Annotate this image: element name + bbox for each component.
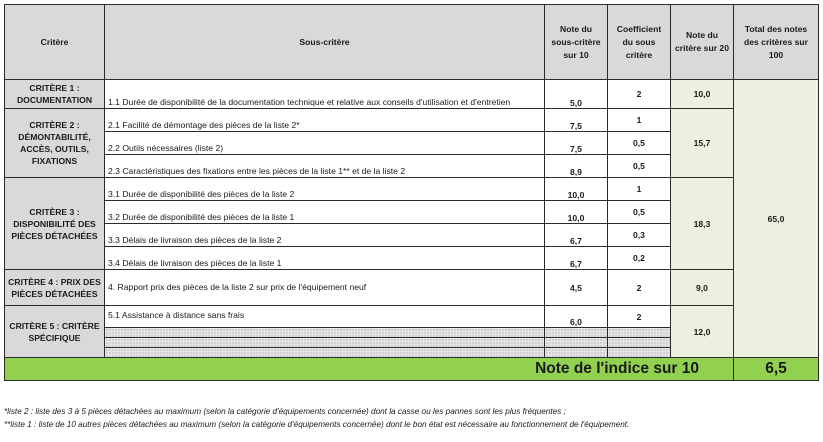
criterion-5-label: CRITÈRE 5 : CRITÈRE SPÉCIFIQUE bbox=[5, 306, 105, 358]
subcriterion-coef: 0,2 bbox=[608, 247, 671, 270]
table-row bbox=[5, 109, 819, 132]
criterion-2-score: 15,7 bbox=[671, 109, 734, 178]
header-sous-critere: Sous-critère bbox=[105, 5, 545, 80]
empty-hatched-cell bbox=[545, 328, 608, 338]
subcriterion-label: 3.1 Durée de disponibilité des pièces de la liste 2 bbox=[105, 178, 545, 201]
subcriterion-label: 3.3 Délais de livraison des pièces de la liste 2 bbox=[105, 224, 545, 247]
subcriterion-coef: 0,5 bbox=[608, 155, 671, 178]
subcriterion-coef: 0,5 bbox=[608, 201, 671, 224]
criterion-2-label: CRITÈRE 2 : DÉMONTABILITÉ, ACCÈS, OUTILS, FIXATIONS bbox=[5, 109, 105, 178]
footnotes bbox=[4, 406, 819, 431]
empty-hatched-cell bbox=[608, 348, 671, 358]
header-total: Total des notes des critères sur 100 bbox=[734, 5, 819, 80]
subcriterion-label: 5.1 Assistance à distance sans frais bbox=[105, 306, 545, 328]
subcriterion-note: 7,5 bbox=[545, 132, 608, 155]
subcriterion-label: 2.3 Caractéristiques des fixations entre les pièces de la liste 1** et de la liste 2 bbox=[105, 155, 545, 178]
subcriterion-note: 6,7 bbox=[545, 247, 608, 270]
subcriterion-note: 5,0 bbox=[545, 80, 608, 109]
subcriterion-note: 4,5 bbox=[545, 270, 608, 306]
subcriterion-note: 10,0 bbox=[545, 178, 608, 201]
subcriterion-coef: 0,3 bbox=[608, 224, 671, 247]
criterion-1-score: 10,0 bbox=[671, 80, 734, 109]
table-row bbox=[5, 80, 819, 109]
subcriterion-label: 1.1 Durée de disponibilité de la documentation technique et relative aux conseils d'utilisation et d'entretien bbox=[105, 80, 545, 109]
empty-hatched-cell bbox=[105, 328, 545, 338]
criterion-3-label: CRITÈRE 3 : DISPONIBILITÉ DES PIÈCES DÉTACHÉES bbox=[5, 178, 105, 270]
empty-hatched-cell bbox=[105, 338, 545, 348]
empty-hatched-cell bbox=[545, 338, 608, 348]
criterion-1-label: CRITÈRE 1 : DOCUMENTATION bbox=[5, 80, 105, 109]
criterion-4-label: CRITÈRE 4 : PRIX DES PIÈCES DÉTACHÉES bbox=[5, 270, 105, 306]
header-row bbox=[5, 5, 819, 80]
subcriterion-label: 2.2 Outils nécessaires (liste 2) bbox=[105, 132, 545, 155]
subcriterion-coef: 0,5 bbox=[608, 132, 671, 155]
table-row bbox=[5, 270, 819, 306]
criterion-5-score: 12,0 bbox=[671, 306, 734, 358]
subcriterion-note: 6,0 bbox=[545, 306, 608, 328]
header-coefficient: Coefficient du sous critère bbox=[608, 5, 671, 80]
final-score-value: 6,5 bbox=[734, 358, 819, 381]
repairability-score-table bbox=[4, 4, 819, 381]
header-note-critere: Note du critère sur 20 bbox=[671, 5, 734, 80]
final-score-label: Note de l'indice sur 10 bbox=[5, 358, 734, 381]
footnote-liste-1: **liste 1 : liste de 10 autres pièces détachées au maximum (selon la catégorie d'équipements concernée) dont le bon état est nécessaire au fonctionnement de l'équipement. bbox=[4, 419, 630, 429]
criterion-3-score: 18,3 bbox=[671, 178, 734, 270]
subcriterion-note: 8,9 bbox=[545, 155, 608, 178]
empty-hatched-cell bbox=[608, 328, 671, 338]
subcriterion-label: 4. Rapport prix des pièces de la liste 2 sur prix de l'équipement neuf bbox=[105, 270, 545, 306]
subcriterion-coef: 1 bbox=[608, 178, 671, 201]
table-row bbox=[5, 306, 819, 328]
header-critere: Critère bbox=[5, 5, 105, 80]
subcriterion-note: 7,5 bbox=[545, 109, 608, 132]
empty-hatched-cell bbox=[608, 338, 671, 348]
footnote-liste-2: *liste 2 : liste des 3 à 5 pièces détachées au maximum (selon la catégorie d'équipements concernée) dont la casse ou les pannes sont les plus fréquentes ; bbox=[4, 407, 566, 416]
subcriterion-coef: 2 bbox=[608, 80, 671, 109]
subcriterion-note: 10,0 bbox=[545, 201, 608, 224]
criterion-4-score: 9,0 bbox=[671, 270, 734, 306]
final-score-row bbox=[5, 358, 819, 381]
subcriterion-coef: 2 bbox=[608, 306, 671, 328]
subcriterion-coef: 1 bbox=[608, 109, 671, 132]
empty-hatched-cell bbox=[105, 348, 545, 358]
subcriterion-coef: 2 bbox=[608, 270, 671, 306]
total-score-100: 65,0 bbox=[734, 80, 819, 358]
subcriterion-label: 3.2 Durée de disponibilité des pièces de la liste 1 bbox=[105, 201, 545, 224]
table-row bbox=[5, 178, 819, 201]
empty-hatched-cell bbox=[545, 348, 608, 358]
subcriterion-note: 6,7 bbox=[545, 224, 608, 247]
subcriterion-label: 2.1 Facilité de démontage des pièces de la liste 2* bbox=[105, 109, 545, 132]
header-note-sous-critere: Note du sous-critère sur 10 bbox=[545, 5, 608, 80]
subcriterion-label: 3.4 Délais de livraison des pièces de la liste 1 bbox=[105, 247, 545, 270]
